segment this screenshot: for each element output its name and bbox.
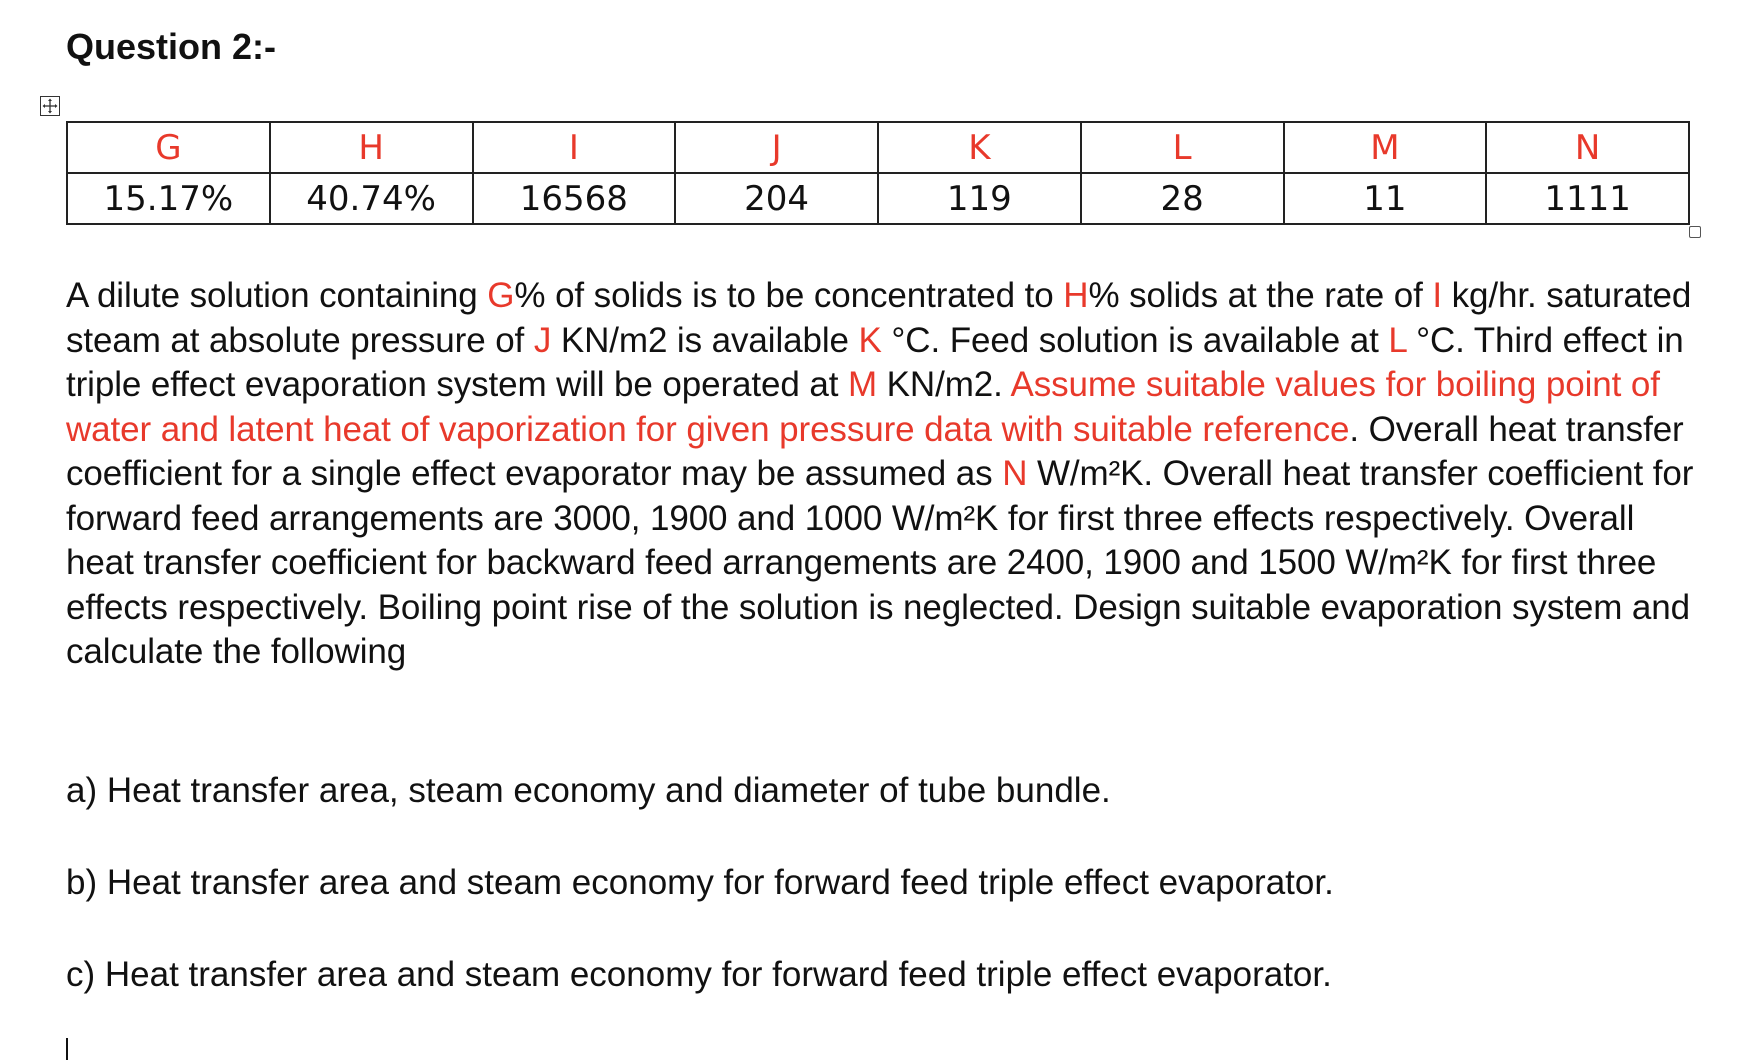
variable-ref: H [1063,276,1089,315]
table-header-cell: J [675,122,878,173]
variable-ref: I [1432,276,1442,315]
text-cursor [66,1038,68,1060]
table-value-cell: 11 [1284,173,1487,224]
question-item-b: b) Heat transfer area and steam economy for forward feed triple effect evaporator. [66,863,1334,902]
table-header-row [67,122,1689,173]
table-value-cell: 119 [878,173,1081,224]
statement-text: . Overall heat transfer coefficient for a single effect evaporator may be assumed as [66,409,1684,493]
table-value-cell: 40.74% [270,173,473,224]
table-value-cell: 1111 [1486,173,1689,224]
statement-text: °C. Feed solution is available at [881,320,1389,360]
move-arrows-icon [42,98,58,114]
variable-ref: K [858,320,882,360]
statement-text: °C. Third effect in triple effect evaporation system will be operated at [66,320,1684,404]
table-value-cell: 15.17% [67,173,270,224]
table-header-cell: L [1081,122,1284,173]
statement-text: % solids at the rate of [1088,276,1433,315]
question-item-a: a) Heat transfer area, steam economy and diameter of tube bundle. [66,771,1111,810]
variable-ref: N [1002,454,1028,493]
variables-table [66,121,1690,225]
table-value-cell: 16568 [473,173,676,224]
statement-text: kg/hr. saturated steam at absolute pressure of [66,276,1692,360]
statement-text: KN/m2. [877,365,1011,404]
table-value-row [67,173,1689,224]
table-move-handle[interactable] [40,96,60,116]
table-header-cell: K [878,122,1081,173]
problem-statement [66,274,1696,675]
statement-text: % of solids is to be concentrated to [514,276,1064,315]
table-header-cell: M [1284,122,1487,173]
assumption-note: Assume suitable values for boiling point of water and latent heat of vaporization for given pressure data with suitable reference [66,365,1660,449]
statement-text: W/m²K. Overall heat transfer coefficient for forward feed arrangements are 3000, 1900 and 1000 W/m²K for first three effects respectively. Overall heat transfer coefficient for backward feed arrangements are 2400, 1900 and 1500 W/m²K for first three effects respectively. Boiling point rise of the solution is neglected. Design suitable evaporation system and calculate the following [66,454,1694,671]
variable-ref: L [1388,320,1407,360]
variable-ref: M [847,365,878,404]
statement-text: A dilute solution containing [66,276,488,315]
table-header-cell: H [270,122,473,173]
statement-text: KN/m2 is available [551,320,859,360]
table-header-cell: N [1486,122,1689,173]
table-resize-handle[interactable] [1689,226,1701,238]
table-header-cell: I [473,122,676,173]
table-value-cell: 204 [675,173,878,224]
table-value-cell: 28 [1081,173,1284,224]
table-header-cell: G [67,122,270,173]
variable-ref: J [533,320,552,360]
question-heading: Question 2:- [66,26,277,67]
question-item-c: c) Heat transfer area and steam economy for forward feed triple effect evaporator. [66,955,1332,994]
variable-ref: G [487,276,515,315]
